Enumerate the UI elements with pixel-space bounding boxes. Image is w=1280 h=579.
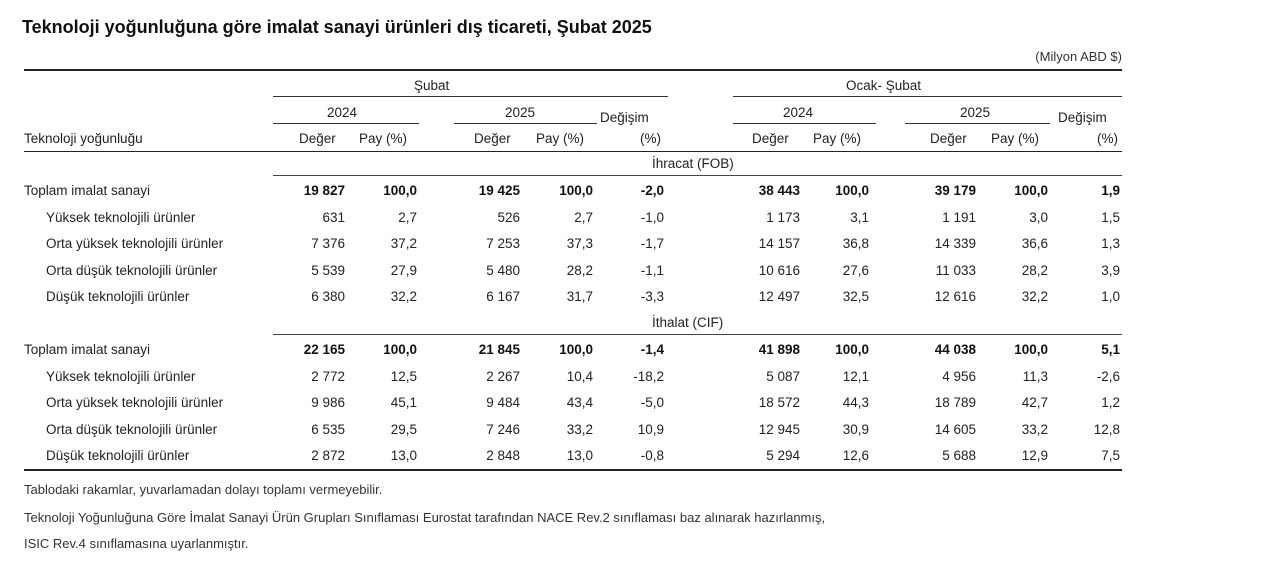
cell-pay-2025-subat: 28,2 [566,262,593,278]
row-label: Toplam imalat sanayi [24,342,151,357]
row-label: Orta düşük teknolojili ürünler [46,262,218,278]
cell-pay-2024-ocak-subat: 100,0 [835,183,869,198]
cell-degisim-ocak-subat: 12,8 [1093,421,1120,437]
cell-deger-2025-ocak-subat: 4 956 [942,368,976,384]
cell-pay-2024-ocak-subat: 44,3 [842,395,869,411]
row-label: Orta yüksek teknolojili ürünler [46,395,224,411]
section-label: İhracat (FOB) [652,156,734,171]
cell-pay-2025-ocak-subat: 42,7 [1021,395,1048,411]
year-2024-subat: 2024 [327,105,358,120]
degisim-ocak-subat: Değişim [1058,110,1107,125]
cell-pay-2025-subat: 31,7 [566,289,593,305]
cell-degisim-ocak-subat: 7,5 [1101,448,1120,464]
cell-pay-2024-subat: 29,5 [390,421,417,437]
cell-degisim-subat: -0,8 [640,448,664,464]
degisim-subat-pct: (%) [640,131,661,146]
cell-pay-2025-ocak-subat: 100,0 [1014,183,1048,198]
cell-deger-2024-subat: 22 165 [303,342,345,357]
cell-pay-2024-subat: 13,0 [390,448,417,464]
cell-deger-2025-ocak-subat: 14 605 [934,421,976,437]
cell-pay-2024-subat: 100,0 [383,342,417,357]
cell-pay-2025-subat: 43,4 [566,395,593,411]
cell-deger-2024-subat: 631 [322,209,345,225]
deger-header-3: Değer [752,131,789,146]
cell-pay-2025-ocak-subat: 12,9 [1021,448,1048,464]
pay-header-1: Pay (%) [359,131,408,146]
cell-degisim-subat: 10,9 [637,421,664,437]
cell-pay-2024-subat: 27,9 [390,262,417,278]
group-subat-header: Şubat [414,78,450,93]
cell-pay-2024-subat: 37,2 [390,236,417,252]
cell-pay-2024-ocak-subat: 32,5 [842,289,869,305]
cell-deger-2025-ocak-subat: 5 688 [942,448,976,464]
pay-header-4: Pay (%) [991,131,1040,146]
cell-deger-2025-ocak-subat: 14 339 [934,236,976,252]
degisim-ocak-subat-pct: (%) [1097,131,1118,146]
cell-pay-2024-ocak-subat: 3,1 [850,209,869,225]
cell-deger-2025-subat: 2 267 [486,368,520,384]
cell-deger-2024-subat: 6 380 [311,289,345,305]
header-rule [24,151,1122,152]
cell-pay-2024-ocak-subat: 12,1 [842,368,869,384]
deger-header-2: Değer [474,131,511,146]
section-rule [273,334,1122,335]
cell-degisim-subat: -3,3 [640,289,664,305]
cell-degisim-ocak-subat: 1,0 [1101,289,1120,305]
cell-deger-2024-subat: 6 535 [311,421,345,437]
cell-deger-2025-subat: 9 484 [486,395,520,411]
cell-pay-2025-ocak-subat: 32,2 [1021,289,1048,305]
group-ocak-subat-header: Ocak- Şubat [846,78,922,93]
cell-pay-2025-ocak-subat: 3,0 [1029,209,1048,225]
cell-pay-2024-subat: 100,0 [383,183,417,198]
group-ocak-subat-line [733,96,1122,97]
cell-pay-2025-ocak-subat: 100,0 [1014,342,1048,357]
row-label: Orta düşük teknolojili ürünler [46,421,218,437]
cell-deger-2025-ocak-subat: 44 038 [934,342,976,357]
section-label: İthalat (CIF) [652,315,724,330]
page-title: Teknoloji yoğunluğuna göre imalat sanayi ürünleri dış ticareti, Şubat 2025 [22,17,652,37]
cell-deger-2025-subat: 6 167 [486,289,520,305]
cell-pay-2025-subat: 13,0 [566,448,593,464]
cell-degisim-subat: -18,2 [633,368,664,384]
cell-pay-2024-ocak-subat: 100,0 [835,342,869,357]
cell-pay-2025-ocak-subat: 11,3 [1022,368,1048,384]
footnote-1: Tablodaki rakamlar, yuvarlamadan dolayı toplamı vermeyebilir. [24,482,383,497]
cell-degisim-ocak-subat: 1,3 [1101,236,1120,252]
section-rule [273,175,1122,176]
cell-pay-2025-subat: 100,0 [559,183,593,198]
cell-pay-2025-subat: 10,4 [566,368,593,384]
cell-deger-2024-ocak-subat: 41 898 [758,342,800,357]
year-2024-ocak-subat: 2024 [783,105,814,120]
cell-degisim-subat: -1,0 [640,209,664,225]
row-label: Toplam imalat sanayi [24,183,151,198]
cell-pay-2025-subat: 37,3 [566,236,593,252]
group-subat-line [273,96,668,97]
cell-deger-2024-subat: 2 872 [311,448,345,464]
cell-pay-2024-ocak-subat: 12,6 [842,448,869,464]
row-label: Düşük teknolojili ürünler [46,448,190,464]
cell-deger-2024-ocak-subat: 5 294 [766,448,800,464]
cell-pay-2024-subat: 45,1 [390,395,417,411]
cell-deger-2024-subat: 19 827 [303,183,345,198]
year-2025-ocak-subat-line [905,123,1050,124]
year-2024-ocak-subat-line [733,123,876,124]
cell-deger-2024-ocak-subat: 5 087 [766,368,800,384]
cell-degisim-ocak-subat: 1,5 [1101,209,1120,225]
cell-deger-2025-subat: 7 246 [486,421,520,437]
year-2025-subat: 2025 [505,105,536,120]
row-label: Yüksek teknolojili ürünler [46,368,196,384]
cell-pay-2025-subat: 100,0 [559,342,593,357]
cell-pay-2024-subat: 2,7 [398,209,417,225]
cell-deger-2024-ocak-subat: 38 443 [758,183,800,198]
deger-header-1: Değer [299,131,336,146]
cell-deger-2024-ocak-subat: 18 572 [758,395,800,411]
cell-deger-2025-subat: 526 [497,209,520,225]
bottom-rule [24,469,1122,471]
cell-deger-2024-subat: 7 376 [311,236,345,252]
cell-degisim-ocak-subat: 3,9 [1101,262,1120,278]
pay-header-3: Pay (%) [813,131,862,146]
cell-deger-2025-subat: 19 425 [478,183,520,198]
cell-deger-2025-ocak-subat: 18 789 [934,395,976,411]
row-label: Yüksek teknolojili ürünler [46,209,196,225]
cell-deger-2024-ocak-subat: 1 173 [766,209,800,225]
cell-deger-2024-ocak-subat: 14 157 [758,236,800,252]
unit-label: (Milyon ABD $) [1035,49,1122,64]
deger-header-4: Değer [930,131,967,146]
cell-deger-2024-subat: 2 772 [311,368,345,384]
degisim-subat: Değişim [600,110,649,125]
cell-deger-2025-subat: 21 845 [478,342,520,357]
cell-pay-2025-ocak-subat: 36,6 [1021,236,1048,252]
top-rule [24,69,1122,71]
cell-degisim-ocak-subat: -2,6 [1096,368,1120,384]
pay-header-2: Pay (%) [536,131,585,146]
cell-degisim-ocak-subat: 5,1 [1101,342,1120,357]
footnote-3: ISIC Rev.4 sınıflamasına uyarlanmıştır. [24,536,249,551]
cell-deger-2024-subat: 9 986 [311,395,345,411]
cell-pay-2024-subat: 32,2 [390,289,417,305]
cell-pay-2024-subat: 12,5 [390,368,417,384]
cell-degisim-subat: -1,1 [640,262,664,278]
footnote-2: Teknoloji Yoğunluğuna Göre İmalat Sanayi Ürün Grupları Sınıflaması Eurostat tarafından NACE Rev.2 sınıflaması baz alınarak hazırlanmış, [24,510,826,525]
cell-deger-2025-ocak-subat: 1 191 [942,209,976,225]
year-2024-subat-line [273,123,419,124]
cell-degisim-subat: -2,0 [640,183,664,198]
cell-deger-2024-ocak-subat: 10 616 [758,262,800,278]
cell-deger-2024-ocak-subat: 12 945 [758,421,800,437]
cell-pay-2025-subat: 33,2 [566,421,593,437]
row-label: Orta yüksek teknolojili ürünler [46,236,224,252]
cell-deger-2025-subat: 7 253 [486,236,520,252]
year-2025-ocak-subat: 2025 [960,105,991,120]
cell-degisim-subat: -5,0 [640,395,664,411]
cell-degisim-subat: -1,7 [640,236,664,252]
cell-pay-2025-ocak-subat: 33,2 [1021,421,1048,437]
row-label: Düşük teknolojili ürünler [46,289,190,305]
cell-deger-2025-ocak-subat: 39 179 [934,183,976,198]
cell-degisim-subat: -1,4 [640,342,664,357]
cell-degisim-ocak-subat: 1,9 [1101,183,1120,198]
cell-pay-2024-ocak-subat: 36,8 [842,236,869,252]
cell-deger-2024-ocak-subat: 12 497 [758,289,800,305]
cell-deger-2024-subat: 5 539 [311,262,345,278]
cell-degisim-ocak-subat: 1,2 [1101,395,1120,411]
cell-pay-2024-ocak-subat: 30,9 [842,421,869,437]
row-label-header: Teknoloji yoğunluğu [24,131,143,146]
cell-deger-2025-subat: 2 848 [486,448,520,464]
cell-deger-2025-ocak-subat: 11 033 [935,262,976,278]
cell-pay-2025-ocak-subat: 28,2 [1021,262,1048,278]
cell-pay-2025-subat: 2,7 [574,209,593,225]
cell-pay-2024-ocak-subat: 27,6 [842,262,869,278]
cell-deger-2025-subat: 5 480 [486,262,520,278]
cell-deger-2025-ocak-subat: 12 616 [934,289,976,305]
year-2025-subat-line [454,123,597,124]
